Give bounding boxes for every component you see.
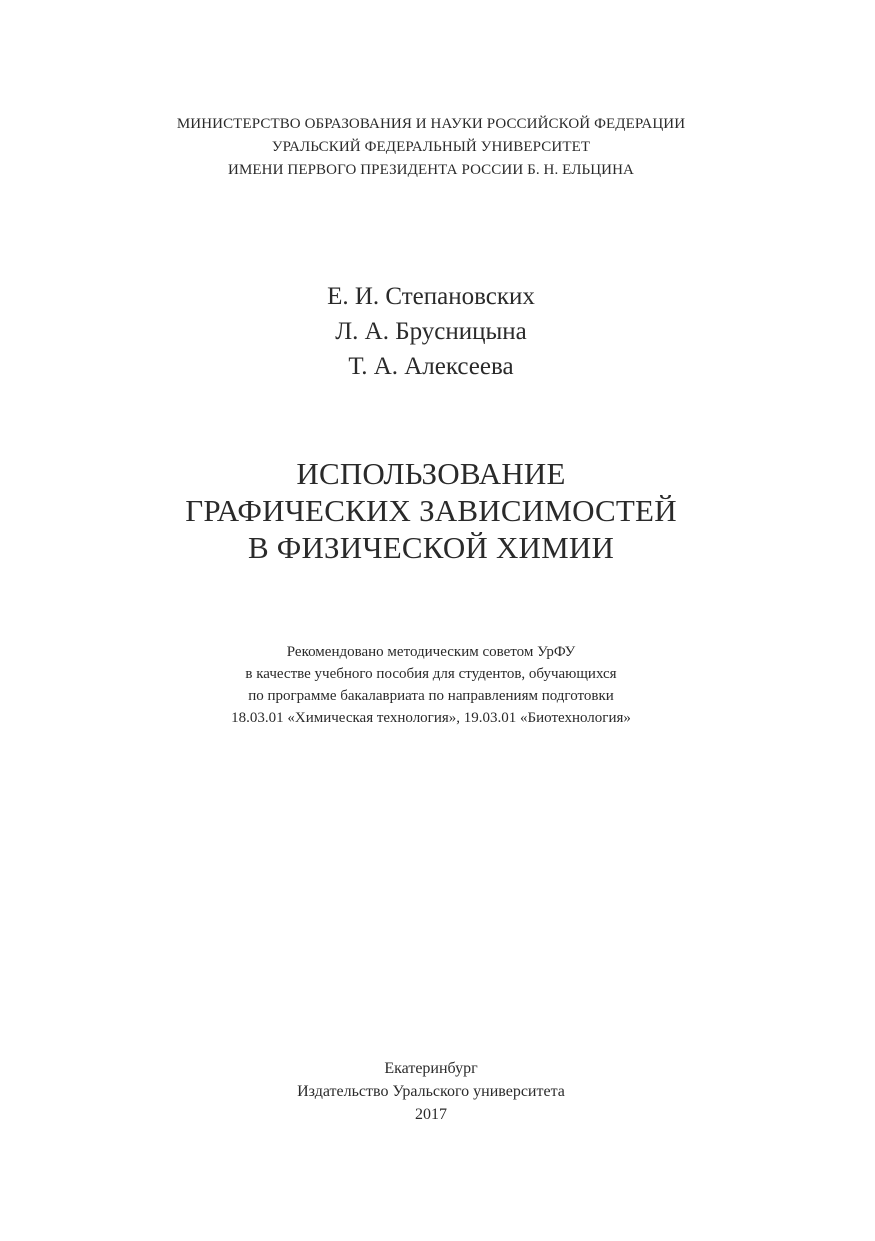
authors-list (0, 279, 862, 384)
university-named-after-line: ИМЕНИ ПЕРВОГО ПРЕЗИДЕНТА РОССИИ Б. Н. ЕЛЬЦИНА (228, 162, 634, 178)
book-title-line: ИСПОЛЬЗОВАНИЕ (296, 456, 566, 491)
publication-imprint (0, 1057, 862, 1126)
university-line: УРАЛЬСКИЙ ФЕДЕРАЛЬНЫЙ УНИВЕРСИТЕТ (271, 139, 591, 155)
author-name: Л. А. Брусницына (335, 318, 527, 345)
book-title (0, 455, 862, 566)
ministry-line: МИНИСТЕРСТВО ОБРАЗОВАНИЯ И НАУКИ РОССИЙСКОЙ ФЕДЕРАЦИИ (176, 116, 686, 132)
book-title-line: В ФИЗИЧЕСКОЙ ХИМИИ (247, 530, 615, 565)
recommendation-line: в качестве учебного пособия для студентов, обучающихся (245, 666, 617, 682)
author-name: Е. И. Степановских (327, 283, 535, 310)
imprint-city: Екатеринбург (384, 1060, 478, 1077)
ministry-header (0, 113, 862, 182)
imprint-publisher: Издательство Уральского университета (297, 1083, 565, 1100)
recommendation-line: Рекомендовано методическим советом УрФУ (286, 644, 576, 660)
recommendation-line: по программе бакалавриата по направлениям подготовки (248, 688, 614, 704)
book-title-line: ГРАФИЧЕСКИХ ЗАВИСИМОСТЕЙ (185, 493, 677, 528)
author-name: Т. А. Алексеева (348, 353, 514, 380)
recommendation-note (0, 641, 862, 729)
imprint-year: 2017 (415, 1106, 447, 1123)
recommendation-line: 18.03.01 «Химическая технология», 19.03.01 «Биотехнология» (231, 710, 631, 726)
